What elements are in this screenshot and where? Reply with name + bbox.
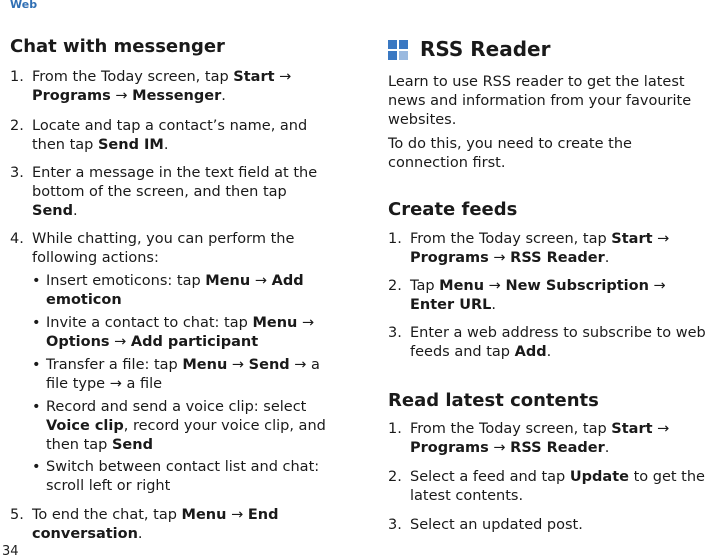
ui-term: Programs xyxy=(410,440,489,456)
text-run: → xyxy=(250,273,272,289)
create-step xyxy=(388,230,710,268)
step-number: 2. xyxy=(388,278,402,294)
bullet-dot: • xyxy=(32,357,41,373)
rss-title: RSS Reader xyxy=(420,37,551,61)
text-run: → xyxy=(226,507,248,523)
rss-intro-connection: To do this, you need to create the connection first. xyxy=(388,136,632,171)
ui-term: Menu xyxy=(252,315,298,331)
rss-reader-grid-icon xyxy=(388,40,410,60)
ui-term: Send xyxy=(32,203,73,219)
step-number: 5. xyxy=(10,507,24,523)
text-run: → xyxy=(227,357,249,373)
ui-term: Update xyxy=(569,469,629,485)
read-contents-title: Read latest contents xyxy=(388,390,599,411)
text-run: Tap xyxy=(410,278,440,294)
ui-term: Send IM xyxy=(97,137,164,153)
ui-term: Send xyxy=(248,357,290,373)
text-run: Record and send a voice clip: select xyxy=(46,399,307,415)
text-run: → xyxy=(484,278,506,294)
section-header: Web xyxy=(10,0,38,11)
text-run: → xyxy=(652,231,670,247)
text-run: Insert emoticons: tap xyxy=(46,273,206,289)
step-number: 3. xyxy=(10,165,24,181)
ui-term: Menu xyxy=(205,273,251,289)
ui-term: Menu xyxy=(182,357,228,373)
step-number: 3. xyxy=(388,517,402,533)
read-step xyxy=(388,516,710,535)
text-run: . xyxy=(546,344,552,360)
text-run: , record your voice clip, and then tap xyxy=(46,418,326,453)
bullet-dot: • xyxy=(32,315,41,331)
step-number: 2. xyxy=(10,118,24,134)
chat-bullet xyxy=(10,272,336,310)
ui-term: Add participant xyxy=(130,334,259,350)
text-run: → a file type → a file xyxy=(46,357,320,392)
step-number: 1. xyxy=(10,69,24,85)
text-run: Invite a contact to chat: tap xyxy=(46,315,253,331)
text-run: . xyxy=(491,297,496,313)
ui-term: RSS Reader xyxy=(510,440,605,456)
text-run: → xyxy=(274,69,292,85)
text-run: To end the chat, tap xyxy=(32,507,182,523)
text-run: . xyxy=(604,440,610,456)
chat-title: Chat with messenger xyxy=(10,36,225,57)
ui-term: Messenger xyxy=(132,88,222,104)
text-run: → xyxy=(109,334,131,350)
ui-term: Add xyxy=(514,344,547,360)
text-run: Switch between contact list and chat: scroll left or right xyxy=(46,459,320,494)
step-number: 3. xyxy=(388,325,402,341)
chat-bullet xyxy=(10,398,346,455)
text-run: → xyxy=(648,278,666,294)
ui-term: Programs xyxy=(410,250,489,266)
text-run: While chatting, you can perform the following actions: xyxy=(32,231,295,266)
text-run: → xyxy=(652,421,670,437)
text-run: → xyxy=(110,88,133,104)
text-run: . xyxy=(604,250,610,266)
ui-term: Menu xyxy=(439,278,485,294)
chat-step xyxy=(10,117,332,155)
ui-term: Options xyxy=(46,334,110,350)
chat-step xyxy=(10,230,332,268)
step-number: 1. xyxy=(388,421,402,437)
read-step xyxy=(388,468,712,506)
text-run: to get the latest contents. xyxy=(410,469,705,504)
create-feeds-title: Create feeds xyxy=(388,199,518,220)
chat-bullet xyxy=(10,314,336,352)
text-run: Enter a web address to subscribe to web feeds and tap xyxy=(410,325,706,360)
chat-step xyxy=(10,68,332,106)
ui-term: New Subscription xyxy=(505,278,649,294)
text-run: From the Today screen, tap xyxy=(410,421,612,437)
ui-term: Start xyxy=(611,421,653,437)
text-run: . xyxy=(221,88,226,104)
text-run: → xyxy=(488,440,511,456)
step-number: 2. xyxy=(388,469,402,485)
ui-term: Start xyxy=(233,69,275,85)
ui-term: Programs xyxy=(32,88,111,104)
text-run: From the Today screen, tap xyxy=(410,231,612,247)
ui-term: End conversation xyxy=(32,507,279,542)
bullet-dot: • xyxy=(32,399,41,415)
ui-term: Enter URL xyxy=(410,297,492,313)
chat-bullet xyxy=(10,458,346,496)
bullet-dot: • xyxy=(32,459,41,475)
text-run: Enter a message in the text field at the bottom of the screen, and then tap xyxy=(32,165,318,200)
ui-term: Send xyxy=(111,437,153,453)
rss-intro: Learn to use RSS reader to get the latest news and information from your favourite websites. xyxy=(388,74,692,128)
text-run: . xyxy=(137,526,143,542)
text-run: → xyxy=(297,315,315,331)
chat-step xyxy=(10,164,332,221)
step-number: 4. xyxy=(10,231,24,247)
ui-term: Start xyxy=(611,231,653,247)
create-step xyxy=(388,277,710,315)
ui-term: Menu xyxy=(181,507,227,523)
text-run: . xyxy=(163,137,169,153)
page-number: 34 xyxy=(2,544,19,559)
text-run: Select an updated post. xyxy=(410,517,583,533)
ui-term: Voice clip xyxy=(46,418,124,434)
text-run: Transfer a file: tap xyxy=(46,357,183,373)
chat-step xyxy=(10,506,322,544)
text-run: Locate and tap a contact’s name, and then tap xyxy=(32,118,308,153)
chat-bullet xyxy=(10,356,336,394)
ui-term: RSS Reader xyxy=(510,250,605,266)
text-run: → xyxy=(488,250,511,266)
ui-term: Add emoticon xyxy=(46,273,304,308)
bullet-dot: • xyxy=(32,273,41,289)
create-step xyxy=(388,324,712,362)
text-run: From the Today screen, tap xyxy=(32,69,234,85)
text-run: . xyxy=(72,203,78,219)
text-run: Select a feed and tap xyxy=(410,469,570,485)
step-number: 1. xyxy=(388,231,402,247)
read-step xyxy=(388,420,710,458)
